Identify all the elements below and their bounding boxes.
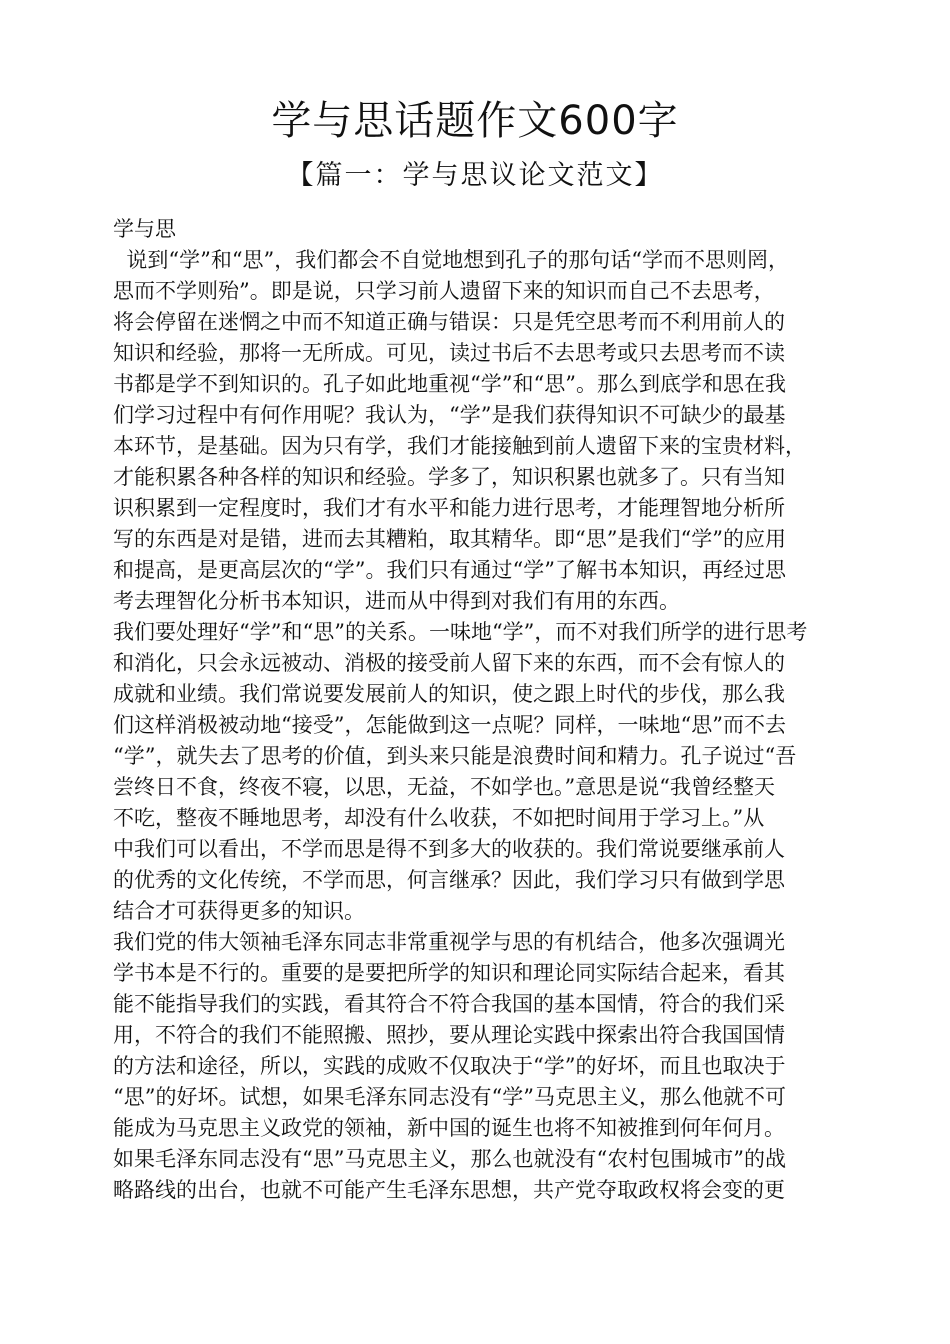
text-line: 才能积累各种各样的知识和经验。学多了，知识积累也就多了。只有当知 (113, 465, 785, 489)
text-line: 结合才可获得更多的知识。 (113, 899, 365, 923)
text-line: 的方法和途径，所以，实践的成败不仅取决于“学”的好坏，而且也取决于 (113, 1054, 786, 1078)
text-line: 我们要处理好“学”和“思”的关系。一味地“学”，而不对我们所学的进行思考 (113, 620, 808, 644)
text-line: 和消化，只会永远被动、消极的接受前人留下来的东西，而不会有惊人的 (113, 651, 785, 675)
text-line: 们这样消极被动地“接受”，怎能做到这一点呢？同样，一味地“思”而不去 (113, 713, 786, 737)
text-line: 识积累到一定程度时，我们才有水平和能力进行思考，才能理智地分析所 (113, 496, 785, 520)
text-line: 用，不符合的我们不能照搬、照抄，要从理论实践中探索出符合我国国情 (113, 1023, 785, 1047)
document-subtitle: 【篇一：学与思议论文范文】 (286, 160, 664, 191)
document-title: 学与思话题作文600字 (271, 98, 679, 144)
text-line: 考去理智化分析书本知识，进而从中得到对我们有用的东西。 (113, 589, 680, 613)
text-line: 知识和经验，那将一无所成。可见，读过书后不去思考或只去思考而不读 (113, 341, 785, 365)
text-line: 书都是学不到知识的。孔子如此地重视“学”和“思”。那么到底学和思在我 (113, 372, 786, 396)
text-line: “学”，就失去了思考的价值，到头来只能是浪费时间和精力。孔子说过“吾 (113, 744, 797, 768)
text-line: 和提高，是更高层次的“学”。我们只有通过“学”了解书本知识，再经过思 (113, 558, 786, 582)
text-line: 中我们可以看出，不学而思是得不到多大的收获的。我们常说要继承前人 (113, 837, 785, 861)
text-line: 写的东西是对是错，进而去其糟粕，取其精华。即“思”是我们“学”的应用 (113, 527, 786, 551)
text-line: 本环节，是基础。因为只有学，我们才能接触到前人遗留下来的宝贵材料， (113, 434, 806, 458)
text-line: 尝终日不食，终夜不寝，以思，无益，不如学也。”意思是说“我曾经整天 (113, 775, 775, 799)
text-line: 不吃，整夜不睡地思考，却没有什么收获，不如把时间用于学习上。”从 (113, 806, 765, 830)
text-line: 的优秀的文化传统，不学而思，何言继承？因此，我们学习只有做到学思 (113, 868, 785, 892)
text-line: 学书本是不行的。重要的是要把所学的知识和理论同实际结合起来，看其 (113, 961, 785, 985)
text-line: 能成为马克思主义政党的领袖，新中国的诞生也将不知被推到何年何月。 (113, 1116, 785, 1140)
document-body (113, 214, 873, 1206)
text-line: 学与思 (113, 217, 176, 241)
text-line: 说到“学”和“思”，我们都会不自觉地想到孔子的那句话“学而不思则罔， (113, 248, 790, 272)
text-line: 能不能指导我们的实践，看其符合不符合我国的基本国情，符合的我们采 (113, 992, 785, 1016)
text-line: 思而不学则殆”。即是说，只学习前人遗留下来的知识而自己不去思考， (113, 279, 775, 303)
text-line: 们学习过程中有何作用呢？我认为，“学”是我们获得知识不可缺少的最基 (113, 403, 786, 427)
text-line: 略路线的出台，也就不可能产生毛泽东思想，共产党夺取政权将会变的更 (113, 1178, 785, 1202)
text-line: 将会停留在迷惘之中而不知道正确与错误：只是凭空思考而不利用前人的 (113, 310, 785, 334)
text-line: 如果毛泽东同志没有“思”马克思主义，那么也就没有“农村包围城市”的战 (113, 1147, 786, 1171)
text-line: 我们党的伟大领袖毛泽东同志非常重视学与思的有机结合，他多次强调光 (113, 930, 785, 954)
text-line: 成就和业绩。我们常说要发展前人的知识，使之跟上时代的步伐，那么我 (113, 682, 785, 706)
text-line: “思”的好坏。试想，如果毛泽东同志没有“学”马克思主义，那么他就不可 (113, 1085, 786, 1109)
